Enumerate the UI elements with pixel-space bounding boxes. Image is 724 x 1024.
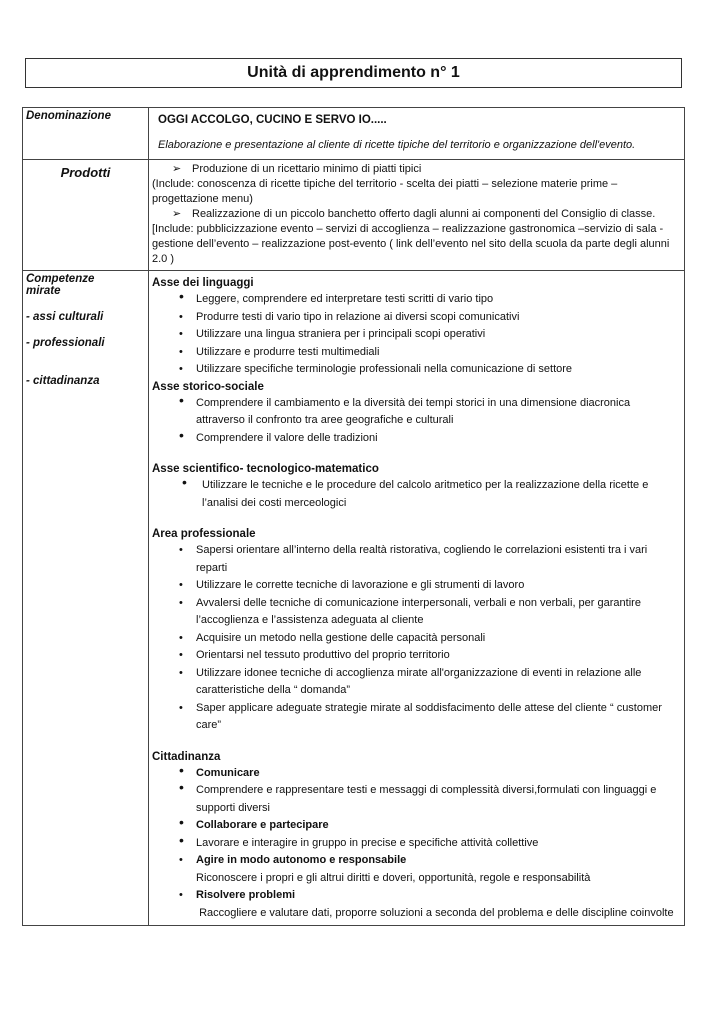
label-professionali: - professionali: [26, 337, 105, 349]
list-item: • Saper applicare adeguate strategie mirate al soddisfacimento delle attese del cliente “ customer care”: [179, 701, 662, 731]
list-item: • Utilizzare e produrre testi multimediali: [152, 344, 681, 362]
competenze-label: Competenze mirate - assi culturali - professionali - cittadinanza: [23, 271, 149, 926]
list-item: • Comprendere e rappresentare testi e messaggi di complessità diversi,formulati con linguaggi e supporti diversi: [179, 779, 657, 814]
list-item: • Avvalersi delle tecniche di comunicazione interpersonali, verbali e non verbali, per garantire l’accoglienza e l’assistenza adeguata al cliente: [179, 596, 641, 626]
prodotti-label: Prodotti: [60, 165, 111, 180]
scientifico-list: [152, 474, 681, 512]
bullet-icon: •: [179, 345, 183, 358]
section-title: Asse scientifico- tecnologico-matematico: [152, 463, 379, 475]
bullet-icon: •: [179, 831, 184, 848]
bullet-icon: •: [179, 779, 184, 795]
professionale-list: [152, 542, 681, 735]
bullet-icon: •: [179, 854, 183, 866]
denominazione-content: [149, 108, 685, 160]
list-item: • Sapersi orientare all’interno della realtà ristorativa, cogliendo le correlazioni esistenti tra i vari reparti: [179, 544, 648, 574]
uda-table: [22, 107, 685, 926]
list-item: • Acquisire un metodo nella gestione delle capacità personali: [152, 630, 681, 648]
section-title: Cittadinanza: [152, 750, 221, 763]
prodotto-item: ➢ Realizzazione di un piccolo banchetto offerto dagli alunni ai componenti del Consiglio di classe.: [172, 208, 656, 220]
bullet-icon: •: [179, 310, 183, 323]
prodotto-item: ➢ Produzione di un ricettario minimo di piatti tipici: [172, 163, 422, 175]
list-item: • Comprendere il cambiamento e la diversità dei tempi storici in una dimensione diacronica attraverso il confronto tra aree geografiche e culturali: [179, 391, 631, 426]
row-denominazione: [23, 108, 685, 160]
competenze-content: [149, 271, 685, 926]
bullet-icon: •: [182, 474, 187, 490]
bullet-icon: •: [179, 761, 184, 778]
row-prodotti: [23, 160, 685, 271]
bullet-icon: •: [179, 666, 183, 679]
cittadinanza-list: [152, 761, 681, 923]
list-item: • Utilizzare le tecniche e le procedure del calcolo aritmetico per la realizzazione della ricette e l’analisi dei costi merceologici: [182, 474, 649, 509]
bullet-icon: •: [179, 649, 183, 661]
bullet-icon: •: [179, 426, 184, 443]
linguaggi-list: [152, 288, 681, 379]
label-assi: - assi culturali: [26, 311, 104, 323]
denominazione-label: Denominazione: [23, 108, 149, 160]
section-title: Area professionale: [152, 528, 256, 540]
list-item: • Utilizzare idonee tecniche di accoglienza mirate all'organizzazione di eventi in relazione alle caratteristiche della “ domanda”: [179, 666, 642, 696]
bullet-icon: •: [179, 889, 183, 901]
bullet-icon: •: [179, 328, 183, 340]
prodotto-include: [Include: pubblicizzazione evento – servizi di accoglienza – realizzazione gastronomica –servizio di sala - gestione dell’evento – realizzazione post-evento ( link dell’evento nel sito della scuola da parte degli alunni 2.0 ): [152, 223, 670, 265]
section-title: Asse storico-sociale: [152, 380, 264, 393]
denominazione-title: OGGI ACCOLGO, CUCINO E SERVO IO.....: [158, 114, 387, 126]
list-item: • Produrre testi di vario tipo in relazione ai diversi scopi comunicativi: [152, 309, 681, 327]
denominazione-subtitle: Elaborazione e presentazione al cliente di ricette tipiche del territorio e organizzazione dell'evento.: [158, 139, 636, 151]
list-item: • Agire in modo autonomo e responsabile Riconoscere i propri e gli altrui diritti e doveri, opportunità, regole e responsabilità: [179, 854, 591, 884]
list-item: • Risolvere problemi Raccogliere e valutare dati, proporre soluzioni a seconda del problema e delle discipline coinvolte: [179, 889, 674, 919]
bullet-icon: •: [179, 579, 183, 591]
bullet-icon: •: [179, 814, 184, 830]
bullet-icon: •: [179, 631, 183, 644]
bullet-icon: •: [179, 596, 183, 609]
label-cittadinanza: - cittadinanza: [26, 375, 100, 387]
list-item: • Utilizzare specifiche terminologie professionali nella comunicazione di settore: [152, 361, 681, 379]
list-item: • Orientarsi nel tessuto produttivo del proprio territorio: [152, 647, 681, 665]
section-title: Asse dei linguaggi: [152, 277, 254, 289]
bullet-icon: •: [179, 701, 183, 714]
prodotto-include: (Include: conoscenza di ricette tipiche del territorio - scelta dei piatti – selezione materie prime – progettazione menu): [152, 178, 618, 205]
storico-list: [152, 391, 681, 448]
list-item: • Comunicare: [179, 761, 260, 779]
list-item: • Leggere, comprendere ed interpretare testi scritti di vario tipo: [179, 288, 494, 305]
arrow-bullet-icon: ➢: [172, 208, 182, 220]
list-item: • Utilizzare una lingua straniera per i principali scopi operativi: [152, 326, 681, 344]
list-item: • Comprendere il valore delle tradizioni: [179, 426, 378, 444]
list-item: • Utilizzare le corrette tecniche di lavorazione e gli strumenti di lavoro: [152, 577, 681, 595]
list-item: • Lavorare e interagire in gruppo in precise e specifiche attività collettive: [179, 831, 539, 849]
page-title: Unità di apprendimento n° 1: [25, 58, 682, 88]
bullet-icon: •: [179, 391, 184, 408]
arrow-bullet-icon: ➢: [172, 163, 182, 175]
row-competenze: [23, 271, 685, 926]
bullet-icon: •: [179, 544, 183, 556]
prodotti-content: [149, 160, 685, 271]
list-item: • Collaborare e partecipare: [179, 814, 329, 831]
bullet-icon: •: [179, 363, 183, 375]
bullet-icon: •: [179, 288, 184, 304]
